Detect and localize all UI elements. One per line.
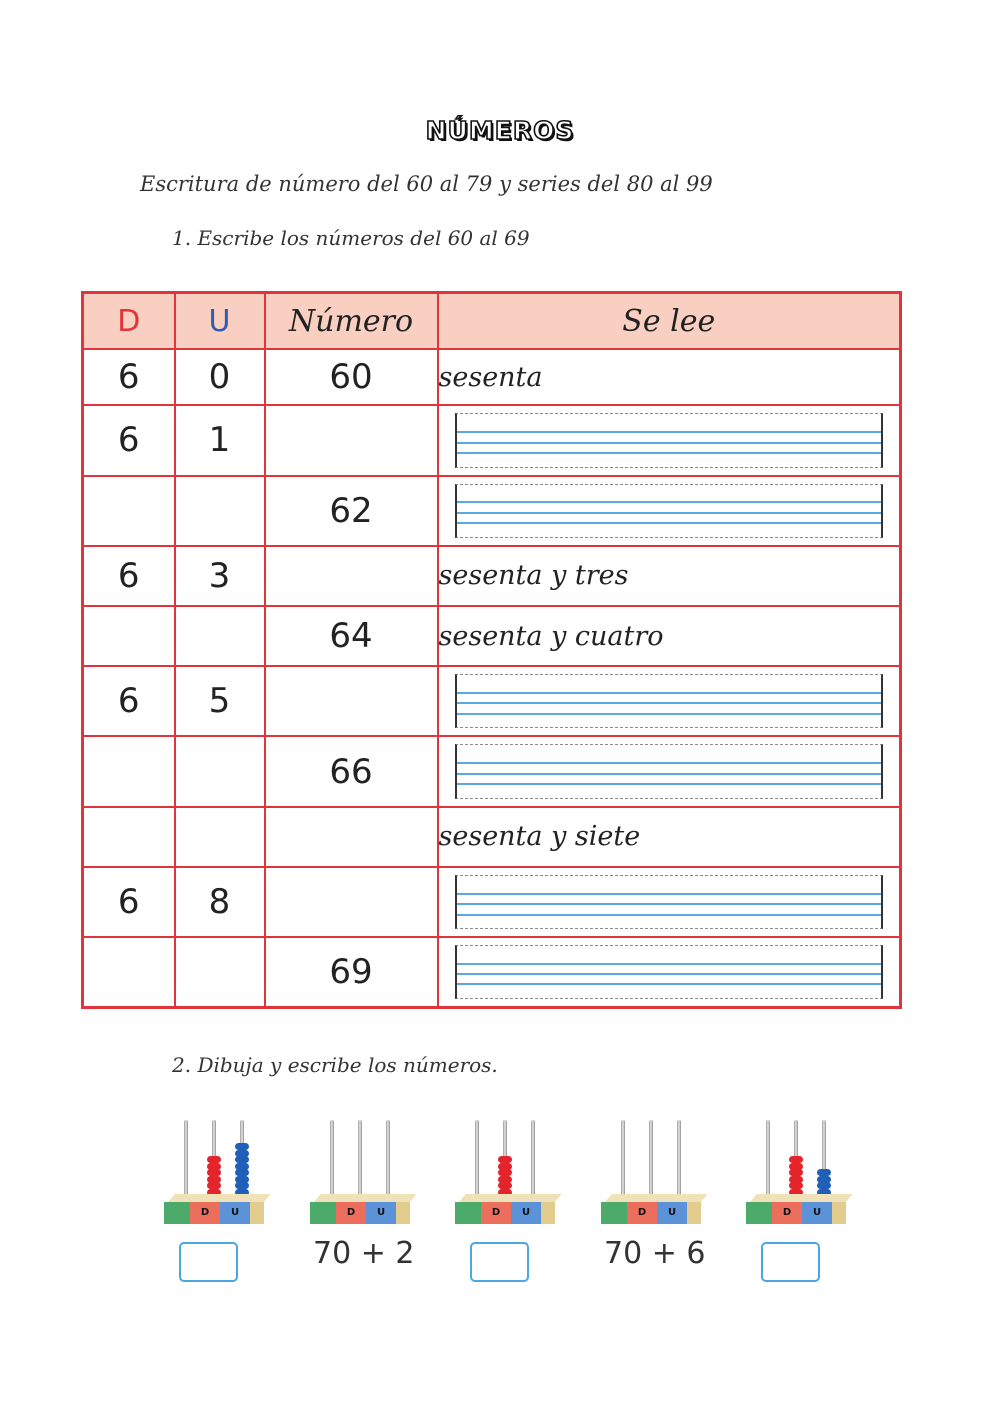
cell-se-lee: sesenta y tres xyxy=(438,546,901,606)
base-label-u: U xyxy=(511,1202,541,1224)
cell-se-lee: sesenta y siete xyxy=(438,807,901,867)
cell-u[interactable] xyxy=(175,937,265,1007)
base-label-d: D xyxy=(627,1202,657,1224)
table-row xyxy=(83,736,901,806)
cell-numero: 62 xyxy=(265,476,438,546)
units-bead xyxy=(235,1156,249,1163)
abacus-rod xyxy=(386,1120,390,1202)
abacus-base xyxy=(601,1202,701,1224)
cell-se-lee[interactable] xyxy=(438,937,901,1007)
cell-d[interactable] xyxy=(83,807,175,867)
abacus-rod xyxy=(649,1120,653,1202)
cell-numero[interactable] xyxy=(265,546,438,606)
base-segment xyxy=(601,1202,627,1224)
handwriting-lines[interactable] xyxy=(455,875,884,929)
tens-bead xyxy=(498,1176,512,1183)
instruction-1: 1. Escribe los números del 60 al 69 xyxy=(172,226,530,250)
abacus-base-top xyxy=(459,1194,562,1202)
base-segment xyxy=(541,1202,555,1224)
abacus xyxy=(455,1120,555,1230)
base-segment xyxy=(746,1202,772,1224)
base-segment xyxy=(250,1202,264,1224)
cell-se-lee[interactable] xyxy=(438,405,901,475)
cell-numero: 69 xyxy=(265,937,438,1007)
tens-bead xyxy=(498,1163,512,1170)
units-bead xyxy=(235,1182,249,1189)
answer-box[interactable] xyxy=(470,1242,529,1282)
abacus-base xyxy=(310,1202,410,1224)
table-row xyxy=(83,937,901,1007)
abacus xyxy=(601,1120,701,1230)
units-bead xyxy=(817,1169,831,1176)
units-bead xyxy=(235,1169,249,1176)
table-row xyxy=(83,349,901,405)
base-label-u: U xyxy=(220,1202,250,1224)
table-row xyxy=(83,666,901,736)
abacus-rod xyxy=(531,1120,535,1202)
abacus-base xyxy=(455,1202,555,1224)
base-segment xyxy=(396,1202,410,1224)
cell-numero[interactable] xyxy=(265,405,438,475)
base-label-d: D xyxy=(190,1202,220,1224)
table-header-row xyxy=(83,293,901,350)
tens-bead xyxy=(789,1182,803,1189)
cell-se-lee[interactable] xyxy=(438,736,901,806)
numbers-table xyxy=(81,291,902,1009)
page-title: NÚMEROS xyxy=(425,116,575,145)
base-label-d: D xyxy=(772,1202,802,1224)
answer-box[interactable] xyxy=(761,1242,820,1282)
base-segment xyxy=(832,1202,846,1224)
abacus xyxy=(746,1120,846,1230)
subtitle: Escritura de número del 60 al 79 y series del 80 al 99 xyxy=(140,172,713,196)
cell-d[interactable] xyxy=(83,937,175,1007)
cell-d[interactable] xyxy=(83,606,175,666)
cell-numero[interactable] xyxy=(265,807,438,867)
units-bead xyxy=(235,1143,249,1150)
tens-bead xyxy=(207,1163,221,1170)
cell-numero[interactable] xyxy=(265,867,438,937)
units-bead xyxy=(235,1150,249,1157)
base-segment xyxy=(164,1202,190,1224)
tens-bead xyxy=(207,1156,221,1163)
base-label-u: U xyxy=(366,1202,396,1224)
cell-d[interactable] xyxy=(83,476,175,546)
header-d: D xyxy=(83,293,175,350)
cell-d: 6 xyxy=(83,405,175,475)
table-row xyxy=(83,546,901,606)
base-label-d: D xyxy=(481,1202,511,1224)
tens-bead xyxy=(207,1176,221,1183)
abacus-rod xyxy=(475,1120,479,1202)
table-row xyxy=(83,405,901,475)
expression-label: 70 + 2 xyxy=(313,1236,415,1271)
cell-d: 6 xyxy=(83,349,175,405)
abacus-base-top xyxy=(168,1194,271,1202)
handwriting-lines[interactable] xyxy=(455,945,884,999)
handwriting-lines[interactable] xyxy=(455,744,884,798)
cell-u[interactable] xyxy=(175,736,265,806)
abacus-rod xyxy=(358,1120,362,1202)
base-segment xyxy=(687,1202,701,1224)
table-row xyxy=(83,867,901,937)
abacus-rod xyxy=(766,1120,770,1202)
cell-u[interactable] xyxy=(175,476,265,546)
base-segment xyxy=(310,1202,336,1224)
cell-d: 6 xyxy=(83,546,175,606)
tens-bead xyxy=(207,1182,221,1189)
abacus xyxy=(310,1120,410,1230)
tens-bead xyxy=(498,1182,512,1189)
abacus-rod xyxy=(621,1120,625,1202)
header-se-lee: Se lee xyxy=(438,293,901,350)
tens-bead xyxy=(789,1156,803,1163)
cell-d: 6 xyxy=(83,666,175,736)
tens-bead xyxy=(789,1176,803,1183)
cell-u[interactable] xyxy=(175,606,265,666)
units-bead xyxy=(817,1176,831,1183)
instruction-2: 2. Dibuja y escribe los números. xyxy=(172,1053,498,1077)
abacus-rod xyxy=(184,1120,188,1202)
tens-bead xyxy=(498,1156,512,1163)
tens-bead xyxy=(207,1169,221,1176)
header-numero: Número xyxy=(265,293,438,350)
units-bead xyxy=(235,1176,249,1183)
cell-numero: 60 xyxy=(265,349,438,405)
units-bead xyxy=(817,1182,831,1189)
base-label-u: U xyxy=(802,1202,832,1224)
base-label-u: U xyxy=(657,1202,687,1224)
handwriting-lines[interactable] xyxy=(455,484,884,538)
base-label-d: D xyxy=(336,1202,366,1224)
tens-bead xyxy=(498,1169,512,1176)
base-segment xyxy=(455,1202,481,1224)
tens-bead xyxy=(789,1169,803,1176)
abacus-base xyxy=(164,1202,264,1224)
abacus xyxy=(164,1120,264,1230)
table-row xyxy=(83,807,901,867)
handwriting-lines[interactable] xyxy=(455,674,884,728)
cell-u: 8 xyxy=(175,867,265,937)
abacus-base-top xyxy=(314,1194,417,1202)
abacus-base xyxy=(746,1202,846,1224)
cell-u: 0 xyxy=(175,349,265,405)
cell-numero: 64 xyxy=(265,606,438,666)
handwriting-lines[interactable] xyxy=(455,413,884,467)
cell-numero[interactable] xyxy=(265,666,438,736)
cell-numero: 66 xyxy=(265,736,438,806)
cell-d: 6 xyxy=(83,867,175,937)
cell-se-lee: sesenta xyxy=(438,349,901,405)
header-u: U xyxy=(175,293,265,350)
table-row xyxy=(83,476,901,546)
answer-box[interactable] xyxy=(179,1242,238,1282)
abacus-rod xyxy=(677,1120,681,1202)
tens-bead xyxy=(789,1163,803,1170)
cell-u: 1 xyxy=(175,405,265,475)
expression-label: 70 + 6 xyxy=(604,1236,706,1271)
abacus-base-top xyxy=(605,1194,708,1202)
cell-se-lee[interactable] xyxy=(438,867,901,937)
table-row xyxy=(83,606,901,666)
cell-u: 3 xyxy=(175,546,265,606)
cell-se-lee[interactable] xyxy=(438,476,901,546)
units-bead xyxy=(235,1163,249,1170)
cell-u[interactable] xyxy=(175,807,265,867)
abacus-rod xyxy=(330,1120,334,1202)
cell-d[interactable] xyxy=(83,736,175,806)
cell-se-lee[interactable] xyxy=(438,666,901,736)
abacus-base-top xyxy=(750,1194,853,1202)
cell-se-lee: sesenta y cuatro xyxy=(438,606,901,666)
cell-u: 5 xyxy=(175,666,265,736)
